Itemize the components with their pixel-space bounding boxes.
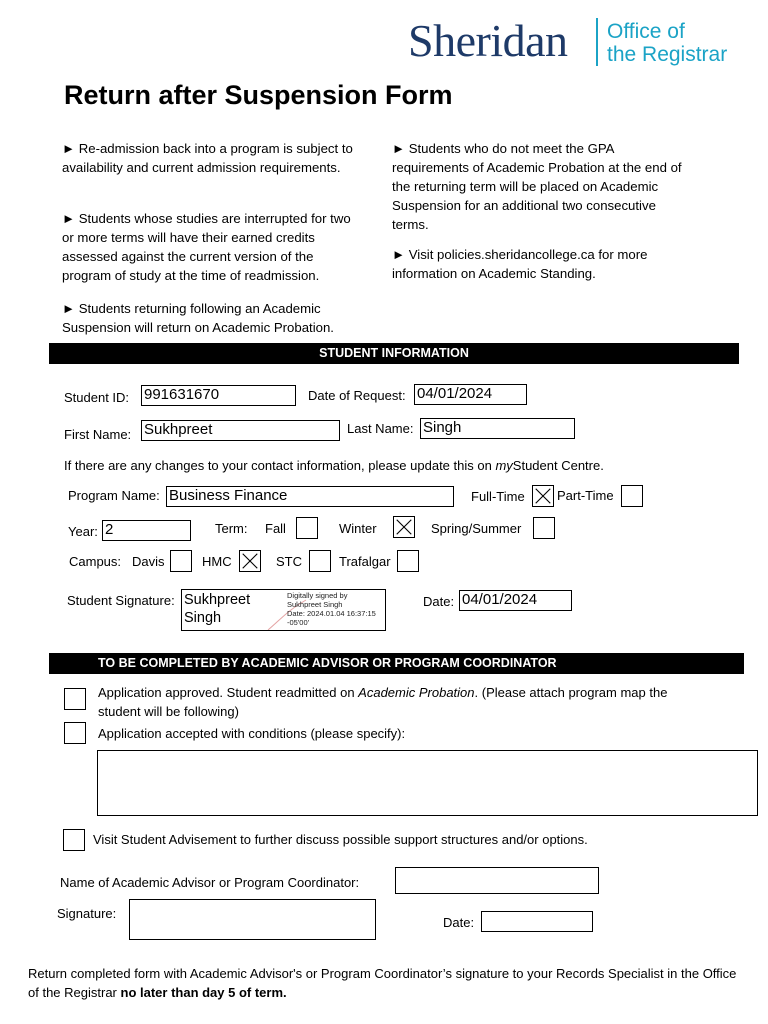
conditions-label: Application accepted with conditions (please specify):: [98, 726, 406, 741]
note-right-1: ► Students who do not meet the GPA requirements of Academic Probation at the end of the returning term will be placed on Academic Suspension for an additional two consecutive terms.: [392, 141, 682, 232]
digital-sig-line-4: -05'00': [287, 618, 310, 627]
campus-trafalgar-checkbox[interactable]: [397, 550, 419, 572]
campus-label: Campus:: [69, 554, 122, 569]
note-left-2: ► Students whose studies are interrupted for two or more terms will have their earned credits assessed against the current version of the program of study at the time of readmission.: [62, 211, 351, 283]
digital-sig-line-2: Sukhpreet Singh: [287, 600, 343, 609]
date-of-request-label: Date of Request:: [308, 388, 406, 403]
footer-text: Return completed form with Academic Advisor's or Program Coordinator’s signature to your Records Specialist in the Office of the Registrar: [28, 966, 737, 1000]
approved-text-pre: Application approved. Student readmitted on: [98, 685, 359, 700]
term-winter-checkbox[interactable]: [393, 516, 415, 538]
term-winter-label: Winter: [339, 521, 377, 536]
footer-deadline: no later than day 5 of term.: [120, 985, 287, 1000]
approved-text: [98, 683, 698, 721]
digital-signature-details: [287, 591, 376, 627]
student-id-field[interactable]: 991631670: [141, 385, 296, 406]
sheridan-logo-wordmark: Sheridan: [408, 15, 568, 66]
part-time-label: Part-Time: [557, 488, 614, 503]
program-name-field[interactable]: Business Finance: [166, 486, 454, 507]
first-name-field[interactable]: Sukhpreet: [141, 420, 340, 441]
first-name-label: First Name:: [64, 427, 132, 442]
approved-text-italic: Academic Probation: [358, 685, 475, 700]
student-date-label: Date:: [423, 594, 455, 609]
student-signature-label: Student Signature:: [67, 593, 175, 608]
advisor-name-label: Name of Academic Advisor or Program Coordinator:: [60, 875, 360, 890]
logo-divider: [596, 18, 598, 66]
contact-text-pre: If there are any changes to your contact information, please update this on: [64, 458, 496, 473]
part-time-checkbox[interactable]: [621, 485, 643, 507]
contact-update-text: [64, 458, 604, 474]
footer-instructions: [28, 964, 738, 1002]
approved-text-post: . (Please attach program map the student will be following): [98, 685, 668, 719]
advisor-date-label: Date:: [443, 915, 475, 930]
year-label: Year:: [68, 524, 98, 539]
note-left-3: ► Students returning following an Academic Suspension will return on Academic Probation.: [62, 301, 334, 335]
student-signature-field[interactable]: [181, 589, 386, 631]
student-id-label: Student ID:: [64, 390, 130, 405]
check-x-icon: [533, 486, 553, 506]
contact-text-italic: my: [495, 458, 513, 473]
term-label: Term:: [215, 521, 248, 536]
campus-stc-checkbox[interactable]: [309, 550, 331, 572]
check-x-icon: [240, 551, 260, 571]
conditions-textarea[interactable]: [97, 750, 758, 816]
office-registrar-logo-text: [607, 20, 727, 66]
form-title: Return after Suspension Form: [64, 80, 453, 110]
check-x-icon: [394, 517, 414, 537]
full-time-label: Full-Time: [471, 489, 525, 504]
campus-davis-checkbox[interactable]: [170, 550, 192, 572]
contact-text-post: Student Centre.: [512, 458, 604, 473]
note-left-1: ► Re-admission back into a program is subject to availability and current admission requirements.: [62, 141, 353, 175]
term-fall-label: Fall: [265, 521, 286, 536]
last-name-label: Last Name:: [347, 421, 414, 436]
conditions-checkbox[interactable]: [64, 722, 86, 744]
advisement-checkbox[interactable]: [63, 829, 85, 851]
student-info-section-header: STUDENT INFORMATION: [49, 343, 739, 364]
campus-hmc-checkbox[interactable]: [239, 550, 261, 572]
signature-name-line-1: Sukhpreet: [184, 592, 251, 608]
advisor-section-header: TO BE COMPLETED BY ACADEMIC ADVISOR OR PROGRAM COORDINATOR: [49, 653, 744, 674]
signature-name-line-2: Singh: [184, 610, 222, 626]
advisor-signature-field[interactable]: [129, 899, 376, 940]
campus-stc-label: STC: [276, 554, 302, 569]
term-spring-label: Spring/Summer: [431, 521, 522, 536]
campus-davis-label: Davis: [132, 554, 165, 569]
campus-trafalgar-label: Trafalgar: [339, 554, 391, 569]
last-name-field[interactable]: Singh: [420, 418, 575, 439]
digital-sig-line-3: Date: 2024.01.04 16:37:15: [287, 609, 376, 618]
advisor-signature-label: Signature:: [57, 906, 117, 921]
advisement-label: Visit Student Advisement to further discuss possible support structures and/or options.: [93, 832, 588, 847]
term-fall-checkbox[interactable]: [296, 517, 318, 539]
signature-name: [184, 591, 250, 627]
student-date-field[interactable]: 04/01/2024: [459, 590, 572, 611]
date-of-request-field[interactable]: 04/01/2024: [414, 384, 527, 405]
digital-sig-line-1: Digitally signed by: [287, 591, 348, 600]
year-field[interactable]: 2: [102, 520, 191, 541]
logo-sub-line-1: Office of: [607, 20, 685, 43]
advisor-date-field[interactable]: [481, 911, 593, 932]
advisor-name-field[interactable]: [395, 867, 599, 894]
approved-checkbox[interactable]: [64, 688, 86, 710]
note-right-2: ► Visit policies.sheridancollege.ca for more information on Academic Standing.: [392, 247, 648, 281]
full-time-checkbox[interactable]: [532, 485, 554, 507]
logo-sub-line-2: the Registrar: [607, 43, 728, 66]
campus-hmc-label: HMC: [202, 554, 232, 569]
program-name-label: Program Name:: [68, 488, 160, 503]
term-spring-checkbox[interactable]: [533, 517, 555, 539]
